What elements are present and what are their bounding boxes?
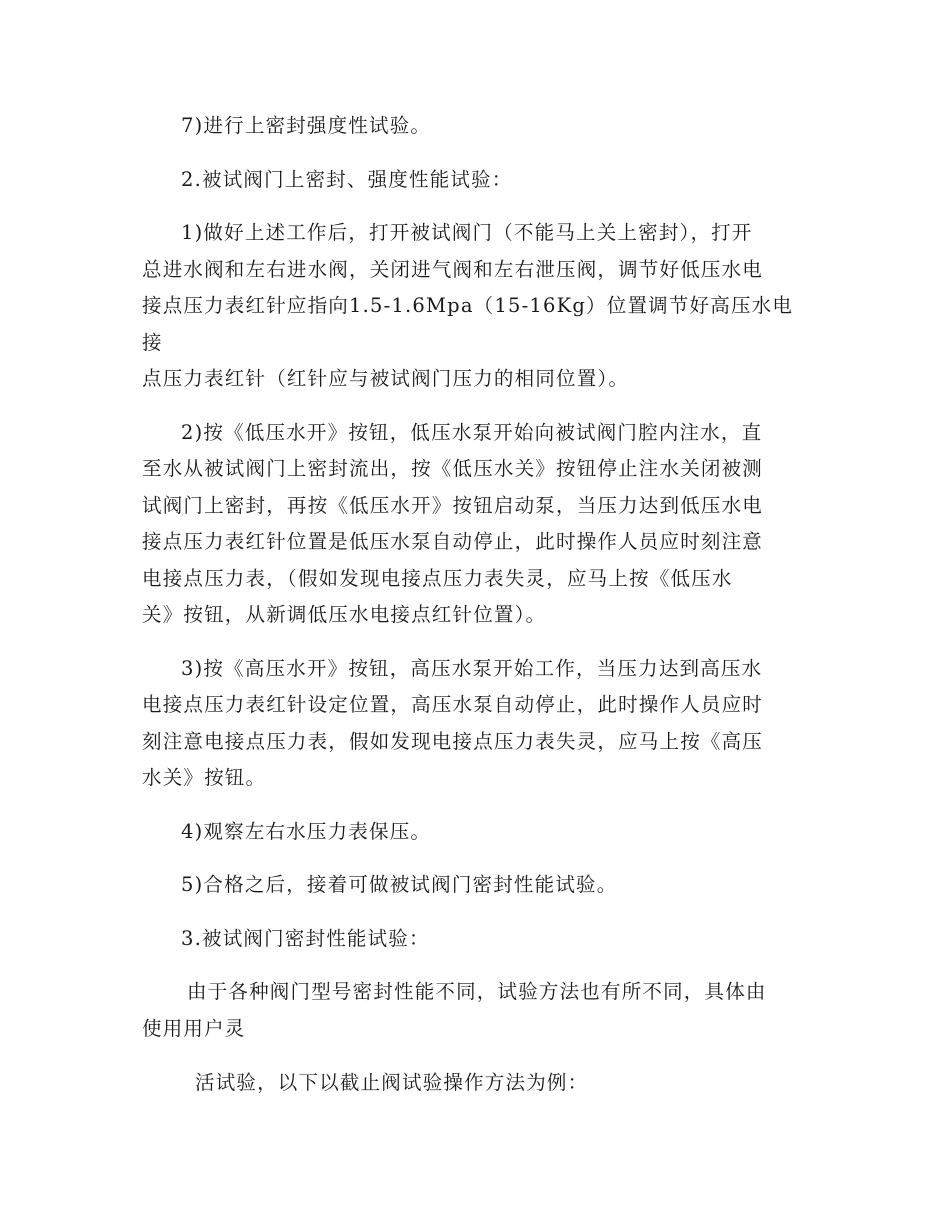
paragraph-intro — [142, 974, 812, 1047]
document-page — [142, 108, 812, 1119]
text-line: 关》按钮，从新调低压水电接点红针位置）。 — [142, 603, 547, 626]
text-line: 2)按《低压水开》按钮，低压水泵开始向被试阀门腔内注水，直 — [181, 420, 763, 444]
text-line: 7)进行上密封强度性试验。 — [181, 114, 432, 137]
text-line: 总进水阀和左右进水阀，关闭进气阀和左右泄压阀，调节好低压水电 — [142, 257, 764, 281]
text-line: 3.被试阀门密封性能试验： — [181, 926, 430, 950]
text-line: 2.被试阀门上密封、强度性能试验： — [181, 167, 513, 191]
text-line: 至水从被试阀门上密封流出，按《低压水关》按钮停止注水关闭被测 — [142, 457, 764, 480]
paragraph-step-1 — [142, 215, 812, 398]
text-line: 接点压力表红针应指向1.5-1.6Mpa（15-16Kg）位置调节好高压水电接 — [142, 294, 794, 354]
text-line: 1)做好上述工作后，打开被试阀门（不能马上关上密封），打开 — [181, 221, 753, 244]
text-line: 点压力表红针（红针应与被试阀门压力的相同位置）。 — [142, 367, 630, 390]
paragraph-step-3 — [142, 651, 812, 797]
paragraph-step-7 — [142, 108, 812, 145]
text-line: 使用用户灵 — [142, 1016, 246, 1040]
text-line: 水关》按钮。 — [142, 766, 267, 789]
section-heading-2 — [142, 162, 812, 199]
text-line: 试阀门上密封，再按《低压水开》按钮启动泵，当压力达到低压水电 — [142, 493, 764, 517]
paragraph-continuation — [142, 1065, 812, 1102]
text-line: 接点压力表红针位置是低压水泵自动停止，此时操作人员应时刻注意 — [142, 530, 764, 553]
text-line: 电接点压力表，（假如发现电接点压力表失灵，应马上按《低压水 — [142, 566, 733, 590]
section-heading-3 — [142, 921, 812, 958]
text-line: 活试验，以下以截止阀试验操作方法为例： — [195, 1071, 589, 1094]
paragraph-step-4 — [142, 814, 812, 851]
text-line: 5)合格之后，接着可做被试阀门密封性能试验。 — [181, 873, 618, 896]
text-line: 刻注意电接点压力表，假如发现电接点压力表失灵，应马上按《高压 — [142, 729, 764, 753]
paragraph-step-5 — [142, 867, 812, 904]
text-line: 由于各种阀门型号密封性能不同，试验方法也有所不同，具体由 — [187, 980, 767, 1003]
text-line: 电接点压力表红针设定位置，高压水泵自动停止，此时操作人员应时 — [142, 693, 764, 716]
text-line: 3)按《高压水开》按钮，高压水泵开始工作，当压力达到高压水 — [181, 656, 763, 680]
text-line: 4)观察左右水压力表保压。 — [181, 819, 432, 843]
paragraph-step-2 — [142, 415, 812, 634]
